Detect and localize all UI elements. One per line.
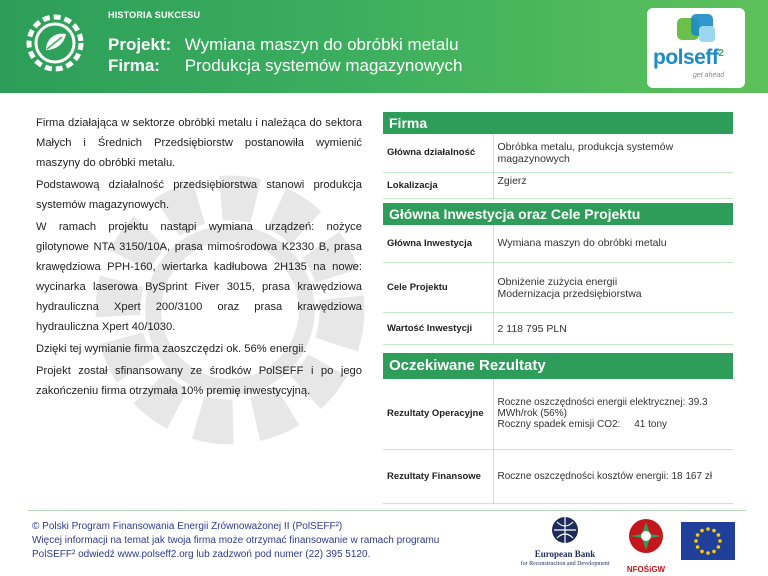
ebrd-logo xyxy=(510,516,620,568)
table-row xyxy=(383,379,733,449)
paragraph-2: Podstawową działalność przedsiębiorstwa stanowi produkcja systemów magazynowych. xyxy=(36,179,362,211)
inwestycja-panel-title: Główna Inwestycja oraz Cele Projektu xyxy=(383,203,733,225)
project-value: Wymiana maszyn do obróbki metalu xyxy=(184,35,459,54)
row-key: Cele Projektu xyxy=(383,263,493,313)
footer-line-2: Więcej informacji na temat jak twoja firma może otrzymać finansowanie w ramach programu xyxy=(32,535,440,546)
company-label: Firma: xyxy=(108,56,160,75)
row-value: Wymiana maszyn do obróbki metalu xyxy=(493,225,733,263)
result-line-1: Roczne oszczędności energii elektrycznej: 39.3 MWh/rok (56%) xyxy=(497,397,708,420)
row-value: 2 118 795 PLN xyxy=(493,313,733,345)
nfosigw-label: NFOŚiGW xyxy=(626,565,666,574)
kicker-label: HISTORIA SUKCESU xyxy=(108,10,201,20)
table-row xyxy=(383,313,733,345)
rezultaty-panel-title: Oczekiwane Rezultaty xyxy=(383,353,733,379)
project-label: Projekt: xyxy=(108,35,172,54)
row-key: Główna Inwestycja xyxy=(383,225,493,263)
table-row xyxy=(383,263,733,313)
row-key: Rezultaty Operacyjne xyxy=(383,379,493,449)
footer-divider xyxy=(28,510,746,511)
company-title xyxy=(108,56,463,76)
row-value: Roczne oszczędności kosztów energii: 18 167 zł xyxy=(493,449,733,503)
paragraph-4: Dzięki tej wymianie firma zaoszczędzi ok. 56% energii. xyxy=(36,343,307,355)
row-value xyxy=(493,379,733,449)
polseff-wordmark: polseff$^2$ xyxy=(653,46,724,69)
ebrd-subtitle: for Reconstruction and Development xyxy=(520,561,610,567)
firma-table xyxy=(383,134,733,199)
footer-text xyxy=(32,520,439,562)
paragraph-1: Firma działająca w sektorze obróbki metalu i należąca do sektora Małych i Średnich Przedsiębiorstw postanowiła wymienić maszyny do obróbki metalu. xyxy=(36,117,362,169)
polseff-logo-icon xyxy=(647,8,745,48)
company-value: Produkcja systemów magazynowych xyxy=(184,56,463,75)
goal-line-1: Obniżenie zużycia energii xyxy=(497,275,618,288)
nfosigw-emblem-icon xyxy=(626,516,666,560)
table-row xyxy=(383,225,733,263)
row-key: Rezultaty Finansowe xyxy=(383,449,493,503)
firma-panel-title: Firma xyxy=(383,112,733,134)
inwestycja-table xyxy=(383,225,733,346)
ebrd-name: European Bank xyxy=(534,549,596,559)
header-banner xyxy=(0,0,768,93)
nfosigw-logo xyxy=(622,516,670,572)
goal-line-2: Modernizacja przedsiębiorstwa xyxy=(497,287,642,300)
project-title xyxy=(108,35,459,55)
rezultaty-table xyxy=(383,379,733,504)
table-row xyxy=(383,449,733,503)
ebrd-globe-icon xyxy=(551,516,579,544)
paragraph-3: W ramach projektu nastąpi wymiana urządzeń: nożyce gilotynowe NTA 3150/10A, prasa mimośrodowa K2330 B, prasa krawędziowa PPH-160, wiertarka kadłubowa 2H135 na nowe: wycinarka laserowa BySprint Fiver 3015, prasa krawędziowa hydrauliczna Xpert 200/3100 oraz prasa krawędziowa hydrauliczna Xpert 40/1030. xyxy=(36,221,362,333)
row-key: Wartość Inwestycji xyxy=(383,313,493,345)
polseff-tagline: get ahead xyxy=(693,72,725,79)
row-key: Lokalizacja xyxy=(383,172,493,198)
description-text xyxy=(36,113,362,403)
polseff-logo xyxy=(647,8,745,88)
eu-flag-icon xyxy=(681,522,735,560)
footer-line-3: PolSEFF² odwiedź www.polseff2.org lub zadzwoń pod numer (22) 395 5120. xyxy=(32,549,371,560)
result-line-2: Roczny spadek emisji CO2: 41 tony xyxy=(497,419,668,431)
table-row xyxy=(383,172,733,198)
row-value: Obróbka metalu, produkcja systemów magazynowych xyxy=(493,134,733,172)
table-row xyxy=(383,134,733,172)
gear-leaf-icon xyxy=(22,10,88,76)
row-key: Główna działalność xyxy=(383,134,493,172)
info-panels xyxy=(383,112,733,504)
row-value xyxy=(493,263,733,313)
paragraph-5: Projekt został sfinansowany ze środków PolSEFF i po jego zakończeniu firma otrzymała 10% premię inwestycyjną. xyxy=(36,365,362,397)
footer-line-1: © Polski Program Finansowania Energii Zrównoważonej II (PolSEFF²) xyxy=(32,521,343,532)
row-value: Zgierz xyxy=(493,172,733,198)
